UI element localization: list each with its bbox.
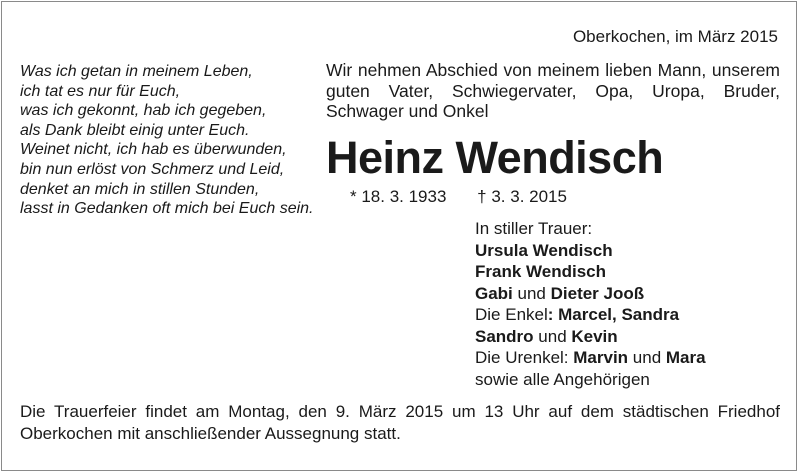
- mourner-name: Frank Wendisch: [475, 262, 606, 281]
- life-dates: [350, 187, 567, 207]
- poem-line: bin nun erlöst von Schmerz und Leid,: [20, 160, 285, 178]
- mourner-line: sowie alle Angehörigen: [475, 369, 650, 389]
- mourner-line: [475, 347, 706, 369]
- intro-line: Schwager und Onkel: [326, 101, 489, 121]
- poem-line: Was ich getan in meinem Leben,: [20, 63, 253, 80]
- conjunction: und: [512, 283, 551, 303]
- mourner-line: [475, 283, 706, 305]
- mourner-name: Mara: [665, 348, 706, 367]
- footer-line: Die Trauerfeier findet am Montag, den 9. März 2015 um 13 Uhr auf dem städtischen Friedhof: [20, 402, 780, 421]
- place-date: Oberkochen, im März 2015: [572, 27, 778, 46]
- intro-line: guten Vater, Schwiegervater, Opa, Uropa, Bruder,: [326, 80, 780, 101]
- mourner-name: Sandro: [475, 326, 534, 346]
- mourner-line: [475, 304, 706, 326]
- birth-date: * 18. 3. 1933: [350, 187, 447, 206]
- intro-line: Wir nehmen Abschied von meinem lieben Mann, unserem: [326, 60, 780, 80]
- footer-line: Oberkochen mit anschließender Aussegnung statt.: [20, 424, 401, 443]
- deceased-name: Heinz Wendisch: [326, 132, 664, 183]
- conjunction: und: [628, 348, 666, 367]
- death-date: † 3. 3. 2015: [477, 187, 567, 206]
- mourners-heading: In stiller Trauer:: [475, 219, 593, 238]
- poem-line: denket an mich in stillen Stunden,: [20, 180, 260, 198]
- mourners-list: [475, 218, 706, 390]
- poem-line: Weinet nicht, ich hab es überwunden,: [20, 141, 287, 159]
- mourner-name: Dieter Jooß: [550, 283, 645, 303]
- grandchildren-label: Die Enkel: [475, 305, 548, 324]
- conjunction: und: [533, 326, 572, 346]
- mourner-name: Kevin: [571, 326, 618, 346]
- poem-line: lasst in Gedanken oft mich bei Euch sein.: [20, 200, 314, 218]
- poem: [20, 62, 314, 219]
- farewell-intro: [326, 60, 780, 122]
- mourner-name: Ursula Wendisch: [475, 240, 613, 260]
- mourner-name: Gabi: [475, 283, 513, 303]
- mourner-line: [475, 326, 706, 348]
- poem-line: als Dank bleibt einig unter Euch.: [20, 121, 250, 139]
- great-grandchildren-label: Die Urenkel:: [475, 348, 574, 367]
- funeral-details: [20, 401, 780, 445]
- poem-line: ich tat es nur für Euch,: [20, 82, 181, 100]
- poem-line: was ich gekonnt, hab ich gegeben,: [20, 102, 267, 120]
- mourner-name: Marvin: [573, 348, 629, 367]
- mourner-name: : Marcel, Sandra: [547, 305, 680, 324]
